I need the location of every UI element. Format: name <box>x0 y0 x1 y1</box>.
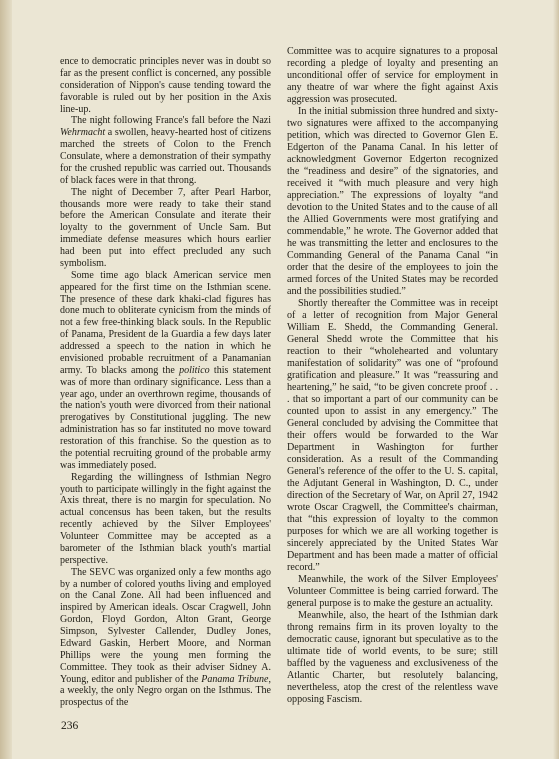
left-text-column <box>60 56 271 709</box>
paragraph: Committee was to acquire signatures to a proposal recording a pledge of loyalty and presenting an unconditional offer of service for employment in any theatre of war where the fight against Axis aggression was prosecuted. <box>287 46 498 105</box>
page-outer-edge <box>553 0 559 759</box>
paragraph: Shortly thereafter the Committee was in receipt of a letter of recognition from Major General William E. Shedd, the Commanding General. General Shedd wrote the Committee that his reaction to their “wholehearted and voluntary manifestation of solidarity” was one of “profound gratification and pleasure.” It was “reassuring and heartening,” he said, “to be given concrete proof . . . that so important a part of our community can be counted upon to assist in any emergency.” The General concluded by advising the Committee that their offers would be forwarded to the War Department in Washington for further consideration. As a result of the Commanding General's reference of the offer to the U. S. capital, the Adjutant General in Washington, D. C., under direction of the Secretary of War, on April 27, 1942 wrote Oscar Cragwell, the Committee's chairman, that “this expression of loyalty to the common purposes for which we are all working together is sincerely appreciated by the United States War Department and has been made a matter of official record.” <box>287 298 498 573</box>
right-text-column <box>287 46 498 706</box>
paragraph: Meanwhile, also, the heart of the Isthmian dark throng remains firm in its proven loyalty to the democratic cause, ignorant but speculative as to the ultimate tide of world events, to be sure; still baffled by the vagueness and exclusiveness of the Atlantic Charter, but resolutely balancing, nevertheless, atop the crest of the relentless wave opposing Fascism. <box>287 610 498 705</box>
paragraph-text: this statement was of more than ordinary significance. Less than a year ago, under an overthrown regime, thousands of the nation's youth were divorced from their national prerogatives by Constitutional juggling. The new administration has so far instituted no move toward restoration of this franchise. So the question as to the potential recruiting ground of the probable army was immediately posed. <box>60 364 271 471</box>
paragraph <box>60 567 271 710</box>
paragraph: In the initial submission three hundred and sixty-two signatures were affixed to the accompanying petition, which was directed to Governor Glen E. Edgerton of the Panama Canal. In his letter of acknowledgment Governor Edgerton recognized the “readiness and desire” of the signatories, and received it “with much pleasure and very high appreciation.” The expressions of loyalty “and devotion to the United States and to the cause of all the Allied Governments were most gratifying and commendable,” he wrote. The Governor added that he was transmitting the letter and enclosures to the Commanding General of the Panama Canal “in order that the desire of the employees to join the armed forces of the United States may be recorded and the possibilities studied.” <box>287 106 498 297</box>
paragraph: Regarding the willingness of Isthmian Negro youth to participate willingly in the fight against the Axis threat, there is no margin for speculation. No actual concensus has been taken, but the results recently achieved by the Silver Employees' Volunteer Committee may be accepted as a barometer of the Isthmian black youth's martial perspective. <box>60 471 271 566</box>
italic-term: Wehrmacht <box>60 127 106 139</box>
paragraph: ence to democratic principles never was in doubt so far as the present conflict is concerned, any possible consideration of Nippon's cause tending toward the favorable is ruled out by her position in the Axis line-up. <box>60 56 271 115</box>
italic-term: politico <box>179 364 210 376</box>
paragraph: Meanwhile, the work of the Silver Employees' Volunteer Committee is being carried forward. The general purpose is to make the gesture an actuality. <box>287 574 498 609</box>
page-number: 236 <box>61 720 79 732</box>
paragraph-text: a swollen, heavy-hearted host of citizens marched the streets of Colon to the French Consulate, where a demonstration of their sympathy for the crushed republic was carried out. Thousands of black faces were in that throng. <box>60 127 271 186</box>
paragraph-text: The night following France's fall before the Nazi <box>71 115 271 127</box>
paragraph <box>60 115 271 186</box>
paragraph-text: The SEVC was organized only a few months ago by a number of colored youths living and employed on the Canal Zone. All had been influenced and inspired by American ideals. Oscar Cragwell, John Gordon, Floyd Gordon, Alton Grant, George Simpson, Sylvester Callender, Dudley Jones, Edward Gaskin, Herbert Moore, and Norman Phillips were the young men forming the Committee. They took as their adviser Sidney A. Young, editor and publisher of the <box>60 566 271 685</box>
paragraph <box>60 270 271 472</box>
italic-term: Panama Tribune <box>201 673 269 685</box>
paragraph: The night of December 7, after Pearl Harbor, thousands more were ready to take their stand before the American Consulate and iterate their loyalty to the government of Uncle Sam. But immediate defense measures which hours earlier had been put into effect precluded any such symbolism. <box>60 186 271 269</box>
page-binding-edge <box>0 0 12 759</box>
paragraph-text: , a weekly, the only Negro organ on the Isthmus. The prospectus of the <box>60 673 271 709</box>
paragraph-text: Some time ago black American service men appeared for the first time on the Isthmian scene. The presence of these dark khaki-clad figures has done much to obliterate cynicism from the minds of not a few free-thinking black souls. In the Republic of Panama, President de la Guardia a few days later addressed a speech to the nation in which he envisioned probable recruitment of a Panamanian army. To blacks among the <box>60 269 271 376</box>
